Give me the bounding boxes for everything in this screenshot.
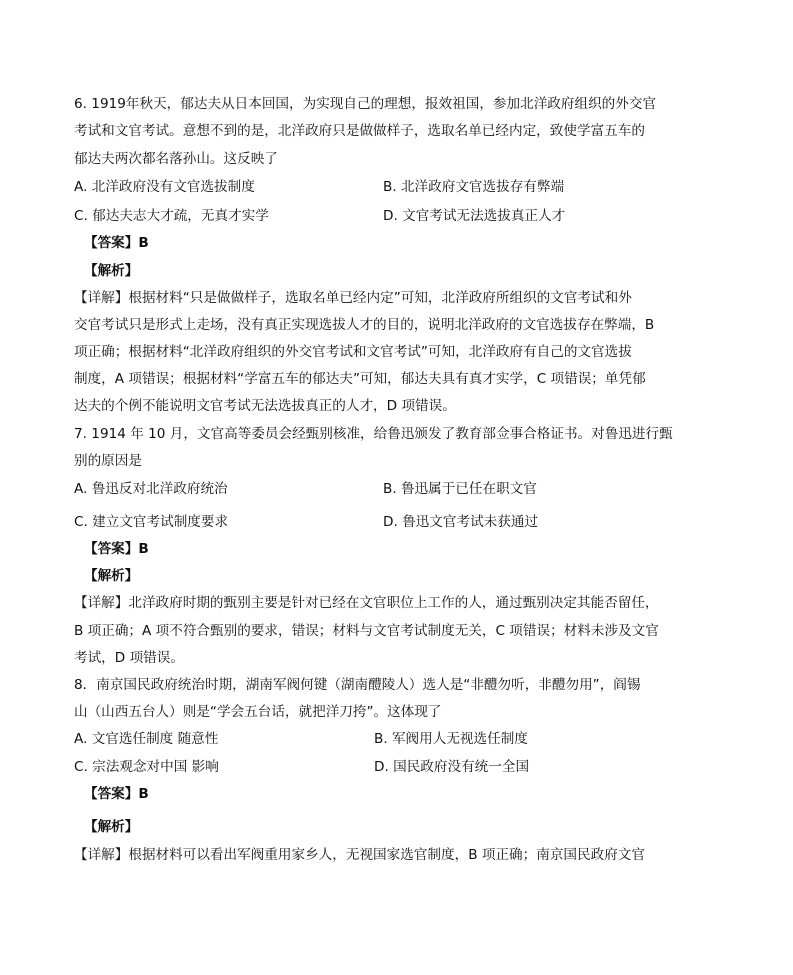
question-stem-line: 7. 1914 年 10 月，文官高等委员会经甄别核准，给鲁迅颁发了教育部佥事合格证书。对鲁迅进行甄 <box>74 426 673 442</box>
question-stem-line: 8．南京国民政府统治时期，湖南军阀何键（湖南醴陵人）选人是“非醴勿听，非醴勿用”，阎锡 <box>74 677 641 693</box>
option-c: C. 宗法观念对中国 影响 <box>74 759 219 775</box>
analysis-label: 【解析】 <box>84 819 139 835</box>
option-a: A. 文官选任制度 随意性 <box>74 731 219 747</box>
option-a: A. 鲁迅反对北洋政府统治 <box>74 481 228 497</box>
detail-line: 考试，D 项错误。 <box>74 650 184 666</box>
option-b: B. 北洋政府文官选拔存有弊端 <box>383 179 565 195</box>
answer-label: 【答案】B <box>84 786 149 802</box>
option-b: B. 鲁迅属于已任在职文官 <box>383 481 537 497</box>
detail-line: 项正确；根据材料“北洋政府组织的外交官考试和文官考试”可知，北洋政府有自己的文官选拔 <box>74 344 632 360</box>
question-stem-line: 山（山西五台人）则是“学会五台话，就把洋刀挎”。这体现了 <box>74 704 442 720</box>
detail-line: 【详解】根据材料可以看出军阀重用家乡人，无视国家选官制度，B 项正确；南京国民政府文官 <box>74 847 645 863</box>
option-c: C. 郁达夫志大才疏，无真才实学 <box>74 208 269 224</box>
option-d: D. 鲁迅文官考试未获通过 <box>383 514 539 530</box>
detail-line: 制度，A 项错误；根据材料“学富五车的郁达夫”可知，郁达夫具有真才实学，C 项错误；单凭郁 <box>74 371 646 387</box>
detail-line: 交官考试只是形式上走场，没有真正实现选拔人才的目的，说明北洋政府的文官选拔存在弊端，B <box>74 317 655 333</box>
detail-line: 【详解】根据材料“只是做做样子，选取名单已经内定”可知，北洋政府所组织的文官考试和外 <box>74 290 632 306</box>
question-stem-line: 6. 1919年秋天，郁达夫从日本回国，为实现自己的理想，报效祖国，参加北洋政府组织的外交官 <box>74 96 657 112</box>
option-b: B. 军阀用人无视选任制度 <box>374 731 528 747</box>
option-c: C. 建立文官考试制度要求 <box>74 514 229 530</box>
question-stem-line: 考试和文官考试。意想不到的是，北洋政府只是做做样子，选取名单已经内定，致使学富五车的 <box>74 123 645 139</box>
detail-line: 达夫的个例不能说明文官考试无法选拔真正的人才，D 项错误。 <box>74 398 456 414</box>
analysis-label: 【解析】 <box>84 568 139 584</box>
question-stem-line: 别的原因是 <box>74 453 142 469</box>
question-stem-line: 郁达夫两次都名落孙山。这反映了 <box>74 151 278 167</box>
detail-line: B 项正确；A 项不符合甄别的要求，错误；材料与文官考试制度无关，C 项错误；材料未涉及文官 <box>74 623 659 639</box>
answer-label: 【答案】B <box>84 235 149 251</box>
analysis-label: 【解析】 <box>84 263 139 279</box>
option-d: D. 文官考试无法选拔真正人才 <box>383 208 566 224</box>
detail-line: 【详解】北洋政府时期的甄别主要是针对已经在文官职位上工作的人，通过甄别决定其能否留任， <box>74 595 659 611</box>
option-a: A. 北洋政府没有文官选拔制度 <box>74 179 255 195</box>
answer-label: 【答案】B <box>84 541 149 557</box>
option-d: D. 国民政府没有统一全国 <box>374 759 530 775</box>
